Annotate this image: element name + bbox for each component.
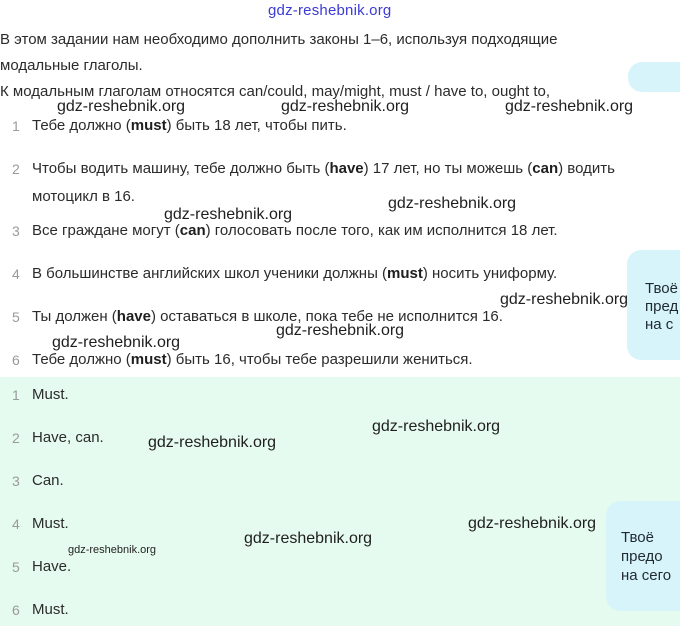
- watermark: gdz-reshebnik.org: [57, 98, 186, 115]
- answer-number: 1: [12, 387, 20, 403]
- watermark: gdz-reshebnik.org: [500, 291, 629, 308]
- answer-number: 4: [12, 516, 20, 532]
- watermark: gdz-reshebnik.org: [372, 418, 501, 435]
- item-number: 1: [12, 118, 20, 134]
- intro-line-3: К модальным глаголам относятся can/could, may/might, must / have to, ought to,: [0, 83, 551, 100]
- law-item-2: Чтобы водить машину, тебе должно быть (have) 17 лет, но ты можешь (can) водить: [32, 160, 615, 177]
- answer-number: 5: [12, 559, 20, 575]
- chat-bubble-bottom[interactable]: [606, 501, 680, 611]
- watermark: gdz-reshebnik.org: [505, 98, 634, 115]
- chat-bubble-bottom-line1: Твоё: [621, 529, 654, 546]
- answer-2: Have, can.: [32, 429, 104, 446]
- answer-6: Must.: [32, 601, 69, 618]
- law-item-3: Все граждане могут (can) голосовать после того, как им исполнится 18 лет.: [32, 222, 558, 239]
- item-number: 3: [12, 223, 20, 239]
- watermark: gdz-reshebnik.org: [388, 195, 517, 212]
- law-item-1: Тебе должно (must) быть 18 лет, чтобы пить.: [32, 117, 347, 134]
- answer-4: Must.: [32, 515, 69, 532]
- answer-number: 6: [12, 602, 20, 618]
- answer-number: 2: [12, 430, 20, 446]
- intro-line-1: В этом задании нам необходимо дополнить законы 1–6, используя подходящие: [0, 31, 558, 48]
- law-item-4: В большинстве английских школ ученики должны (must) носить униформу.: [32, 265, 558, 282]
- item-number: 6: [12, 352, 20, 368]
- chat-bubble-mid-line2: пред: [645, 298, 679, 315]
- chat-bubble-top[interactable]: [628, 62, 680, 92]
- chat-bubble-mid-line1: Твоё: [645, 280, 678, 297]
- item-number: 5: [12, 309, 20, 325]
- law-item-6: Тебе должно (must) быть 16, чтобы тебе разрешили жениться.: [32, 351, 473, 368]
- watermark: gdz-reshebnik.org: [468, 515, 597, 532]
- watermark-top: gdz-reshebnik.org: [268, 2, 392, 19]
- answer-5: Have.: [32, 558, 72, 575]
- item-number: 2: [12, 161, 20, 177]
- watermark: gdz-reshebnik.org: [148, 434, 277, 451]
- answer-number: 3: [12, 473, 20, 489]
- answers-panel: [0, 377, 680, 626]
- watermark: gdz-reshebnik.org: [244, 530, 373, 547]
- chat-bubble-bottom-line2: предо: [621, 548, 663, 565]
- answer-1: Must.: [32, 386, 69, 403]
- watermark: gdz-reshebnik.org: [164, 206, 293, 223]
- answer-3: Can.: [32, 472, 64, 489]
- watermark: gdz-reshebnik.org: [52, 334, 181, 351]
- item-number: 4: [12, 266, 20, 282]
- chat-bubble-mid[interactable]: [627, 250, 680, 360]
- watermark: gdz-reshebnik.org: [281, 98, 410, 115]
- chat-bubble-bottom-line3: на сего: [621, 567, 672, 584]
- watermark: gdz-reshebnik.org: [68, 544, 157, 556]
- intro-line-2: модальные глаголы.: [0, 57, 143, 74]
- law-item-2-continued: мотоцикл в 16.: [32, 188, 135, 205]
- watermark: gdz-reshebnik.org: [276, 322, 405, 339]
- law-item-5: Ты должен (have) оставаться в школе, пока тебе не исполнится 16.: [32, 308, 503, 325]
- chat-bubble-mid-line3: на с: [645, 316, 674, 333]
